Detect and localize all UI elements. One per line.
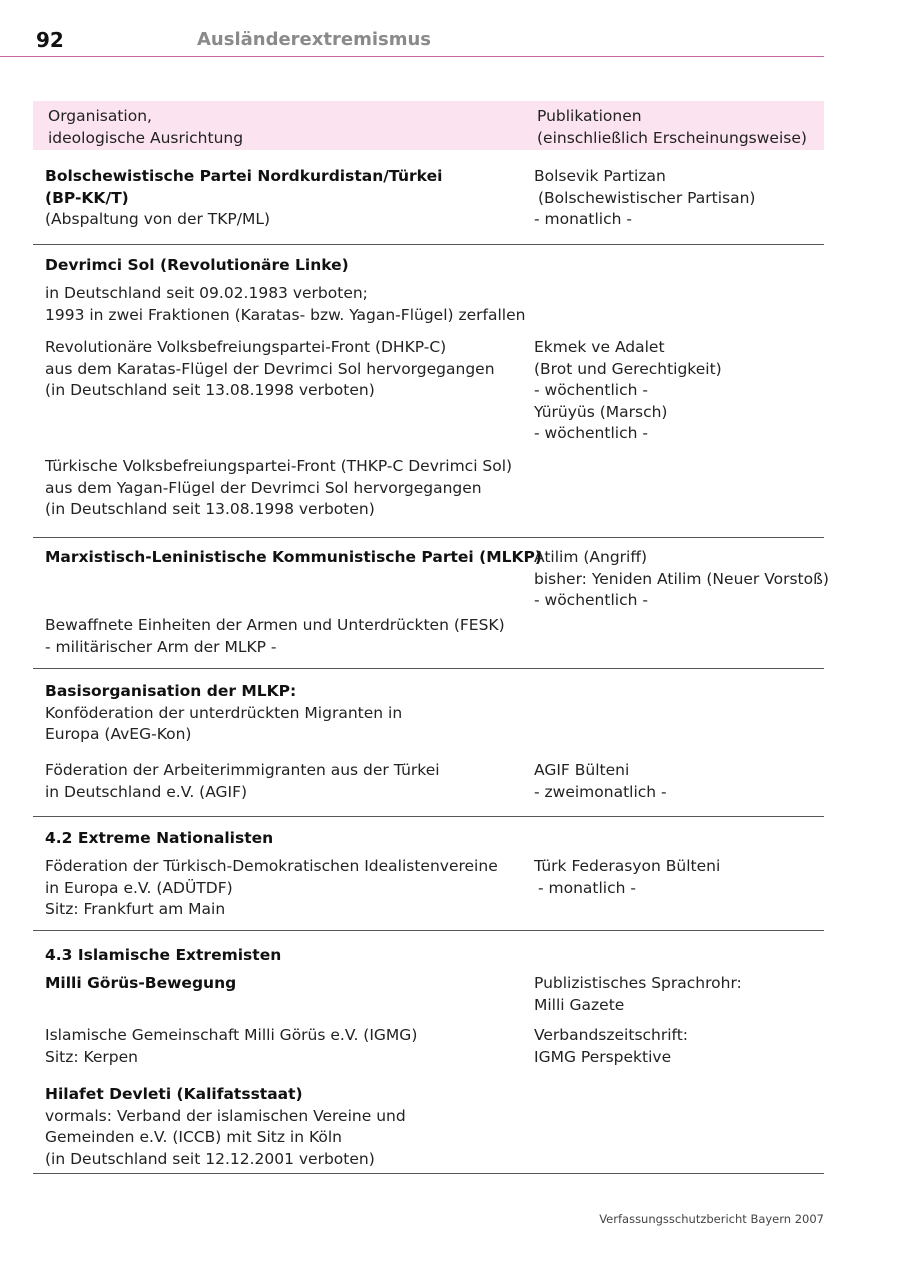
- pub-line: Atilim (Angriff): [534, 548, 648, 566]
- org-line: (in Deutschland seit 12.12.2001 verboten): [45, 1149, 375, 1168]
- pub-aduetdf: [534, 856, 824, 899]
- org-line: Sitz: Frankfurt am Main: [45, 900, 226, 918]
- org-line: Revolutionäre Volksbefreiungspartei-Front (DHKP-C): [45, 338, 447, 356]
- org-thkpc: [45, 456, 525, 521]
- org-line: Türkische Volksbefreiungspartei-Front (THKP-C Devrimci Sol): [45, 457, 513, 475]
- pub-line: Milli Gazete: [534, 995, 625, 1014]
- pub-line: Publizistisches Sprachrohr:: [534, 974, 742, 992]
- note-line: 1993 in zwei Fraktionen (Karatas- bzw. Yagan-Flügel) zerfallen: [45, 305, 526, 324]
- section-mlkp: [33, 537, 829, 669]
- section-extreme-nationalisten: [33, 816, 824, 931]
- pub-line: (Bolschewistischer Partisan): [538, 188, 756, 207]
- footer-source: Verfassungsschutzbericht Bayern 2007: [599, 1212, 824, 1226]
- islamists-title-block: [45, 945, 525, 967]
- pub-line: - monatlich -: [534, 210, 632, 228]
- org-aduetdf: [45, 856, 525, 921]
- pub-dhkpc: [534, 337, 824, 445]
- column-header-organisation: [48, 106, 243, 149]
- org-line: Islamische Gemeinschaft Milli Görüs e.V. (IGMG): [45, 1026, 418, 1044]
- org-fesk: [45, 615, 525, 658]
- pub-mlkp: [534, 547, 829, 612]
- org-line: aus dem Yagan-Flügel der Devrimci Sol hervorgegangen: [45, 478, 482, 497]
- org-line: Föderation der Türkisch-Demokratischen Idealistenvereine: [45, 857, 498, 875]
- milli-goerus-title: Milli Görüs-Bewegung: [45, 974, 237, 992]
- note-line: in Deutschland seit 09.02.1983 verboten;: [45, 284, 368, 302]
- pub-line: - wöchentlich -: [534, 424, 648, 442]
- org-line: Konföderation der unterdrückten Migranten in: [45, 703, 403, 722]
- header-line: Publikationen: [537, 107, 642, 125]
- pub-line: IGMG Perspektive: [534, 1047, 672, 1066]
- pub-line: Verbandszeitschrift:: [534, 1026, 689, 1044]
- section-basisorganisation: [33, 668, 824, 817]
- nationalists-title: 4.2 Extreme Nationalisten: [45, 829, 274, 847]
- pub-line: bisher: Yeniden Atilim (Neuer Vorstoß): [534, 569, 829, 588]
- page-header: [0, 0, 824, 57]
- org-line: Bewaffnete Einheiten der Armen und Unterdrückten (FESK): [45, 616, 505, 634]
- org-igmg: [45, 1025, 525, 1068]
- org-line: aus dem Karatas-Flügel der Devrimci Sol hervorgegangen: [45, 359, 495, 378]
- devsol-note: [45, 283, 525, 326]
- pub-milli-goerus: [534, 973, 824, 1016]
- org-note: (Abspaltung von der TKP/ML): [45, 210, 271, 228]
- pub-line: (Brot und Gerechtigkeit): [534, 359, 722, 378]
- devsol-title-block: [45, 255, 525, 277]
- org-hilafet-devleti: [45, 1084, 525, 1170]
- pub-line: - wöchentlich -: [534, 381, 648, 399]
- pub-line: AGIF Bülteni: [534, 761, 630, 779]
- mlkp-title: Marxistisch-Leninistische Kommunistische Partei (MLKP): [45, 548, 542, 566]
- pub-line: Yürüyüs (Marsch): [534, 402, 668, 421]
- section-bpkkt: [33, 150, 824, 245]
- pub-bpkkt: [534, 166, 824, 231]
- org-basis: [45, 681, 525, 746]
- header-line: ideologische Ausrichtung: [48, 128, 244, 147]
- pub-line: Ekmek ve Adalet: [534, 338, 665, 356]
- org-line: Gemeinden e.V. (ICCB) mit Sitz in Köln: [45, 1128, 342, 1146]
- org-dhkpc: [45, 337, 525, 402]
- pub-line: Türk Federasyon Bülteni: [534, 857, 721, 875]
- nationalists-title-block: [45, 828, 525, 850]
- org-line: (in Deutschland seit 13.08.1998 verboten): [45, 500, 375, 518]
- org-abbreviation: (BP-KK/T): [45, 188, 129, 207]
- org-line: in Deutschland e.V. (AGIF): [45, 782, 248, 801]
- section-devrimci-sol: [33, 244, 824, 538]
- section-islamische-extremisten: [33, 930, 824, 1174]
- org-name: Bolschewistische Partei Nordkurdistan/Türkei: [45, 167, 443, 185]
- org-milli-goerus: [45, 973, 525, 995]
- hilafet-devleti-title: Hilafet Devleti (Kalifatsstaat): [45, 1085, 303, 1103]
- pub-line: - zweimonatlich -: [534, 782, 667, 801]
- table-header: [33, 101, 824, 150]
- page-number: 92: [36, 28, 64, 52]
- pub-igmg: [534, 1025, 824, 1068]
- org-line: vormals: Verband der islamischen Vereine und: [45, 1106, 406, 1125]
- org-agif: [45, 760, 525, 803]
- org-mlkp: [45, 547, 542, 569]
- org-line: Föderation der Arbeiterimmigranten aus der Türkei: [45, 761, 440, 779]
- org-bpkkt: [45, 166, 525, 231]
- header-line: (einschließlich Erscheinungsweise): [537, 128, 807, 147]
- chapter-title: Ausländerextremismus: [197, 29, 431, 50]
- pub-line: - wöchentlich -: [534, 591, 648, 609]
- org-line: Sitz: Kerpen: [45, 1047, 139, 1066]
- devsol-title: Devrimci Sol (Revolutionäre Linke): [45, 256, 349, 274]
- org-line: (in Deutschland seit 13.08.1998 verboten): [45, 381, 375, 399]
- pub-agif: [534, 760, 824, 803]
- basis-title: Basisorganisation der MLKP:: [45, 682, 297, 700]
- column-header-publications: [537, 106, 807, 149]
- org-line: Europa (AvEG-Kon): [45, 725, 192, 743]
- pub-line: Bolsevik Partizan: [534, 167, 666, 185]
- islamists-title: 4.3 Islamische Extremisten: [45, 946, 282, 964]
- header-line: Organisation,: [48, 107, 152, 125]
- pub-line: - monatlich -: [538, 878, 636, 897]
- org-line: - militärischer Arm der MLKP -: [45, 637, 277, 656]
- org-line: in Europa e.V. (ADÜTDF): [45, 878, 233, 897]
